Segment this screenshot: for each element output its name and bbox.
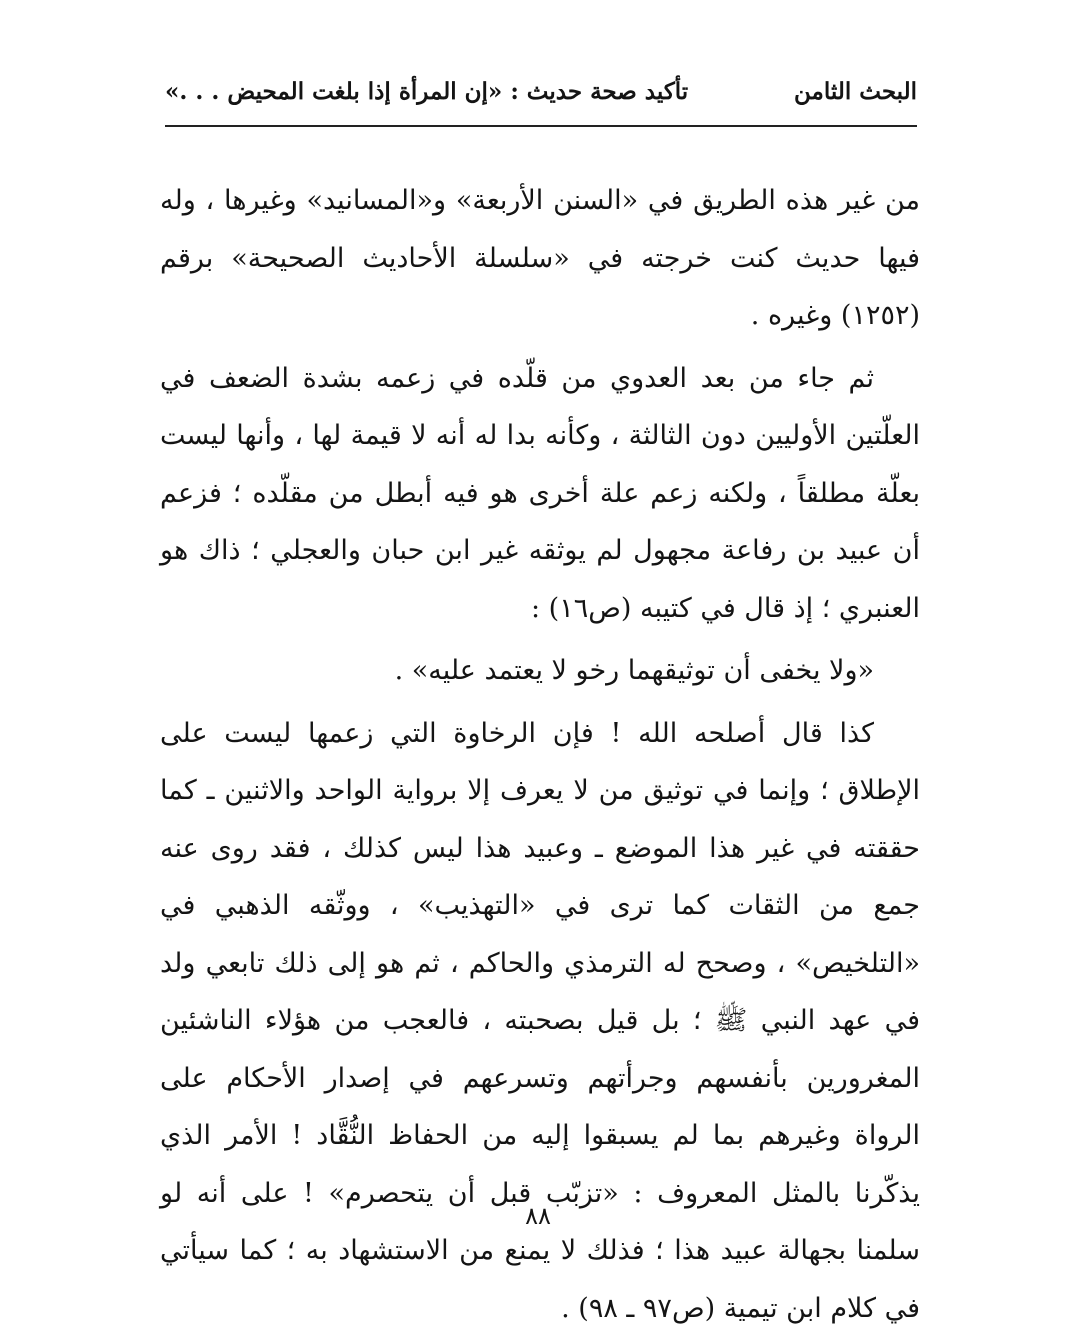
page-number: ٨٨ bbox=[488, 1202, 588, 1230]
chapter-title: تأكيد صحة حديث : «إن المرأة إذا بلغت المحيض . . .» bbox=[165, 78, 688, 105]
running-header bbox=[165, 74, 917, 120]
header-divider bbox=[165, 125, 917, 127]
paragraph-continuation: من غير هذه الطريق في «السنن الأربعة» و«المسانيد» وغيرها ، وله فيها حديث كنت خرجته في «سلسلة الأحاديث الصحيحة» برقم (١٢٥٢) وغيره . bbox=[160, 172, 920, 345]
section-name: البحث الثامن bbox=[794, 78, 917, 105]
paragraph-adawi: ثم جاء من بعد العدوي من قلّده في زعمه بشدة الضعف في العلّتين الأوليين دون الثالثة ، وكأنه بدا له أنه لا قيمة لها ، وأنها ليست بعلّة مطلقاً ، ولكنه زعم علة أخرى هو فيه أبطل من مقلّده ؛ فزعم أن عبيد بن رفاعة مجهول لم يوثقه غير ابن حبان والعجلي ؛ ذاك هو العنبري ؛ إذ قال في كتيبه (ص١٦) : bbox=[160, 350, 920, 638]
paragraph-response: كذا قال أصلحه الله ! فإن الرخاوة التي زعمها ليست على الإطلاق ؛ وإنما في توثيق من لا يعرف إلا برواية الواحد والاثنين ـ كما حققته في غير هذا الموضع ـ وعبيد هذا ليس كذلك ، فقد روى عنه جمع من الثقات كما ترى في «التهذيب» ، ووثّقه الذهبي في «التلخيص» ، وصحح له الترمذي والحاكم ، ثم هو إلى ذلك تابعي ولد في عهد النبي ﷺ ؛ بل قيل بصحبته ، فالعجب من هؤلاء الناشئين المغرورين بأنفسهم وجرأتهم وتسرعهم في إصدار الأحكام على الرواة وغيرهم بما لم يسبقوا إليه من الحفاظ النُّقَّاد ! الأمر الذي يذكّرنا بالمثل المعروف : «تزبّب قبل أن يتحصرم» ! على أنه لو سلمنا بجهالة عبيد هذا ؛ فذلك لا يمنع من الاستشهاد به ؛ كما سيأتي في كلام ابن تيمية (ص٩٧ ـ ٩٨) . bbox=[160, 705, 920, 1337]
quote-paragraph: «ولا يخفى أن توثيقهما رخو لا يعتمد عليه» . bbox=[160, 642, 920, 700]
body-text bbox=[160, 172, 920, 1337]
